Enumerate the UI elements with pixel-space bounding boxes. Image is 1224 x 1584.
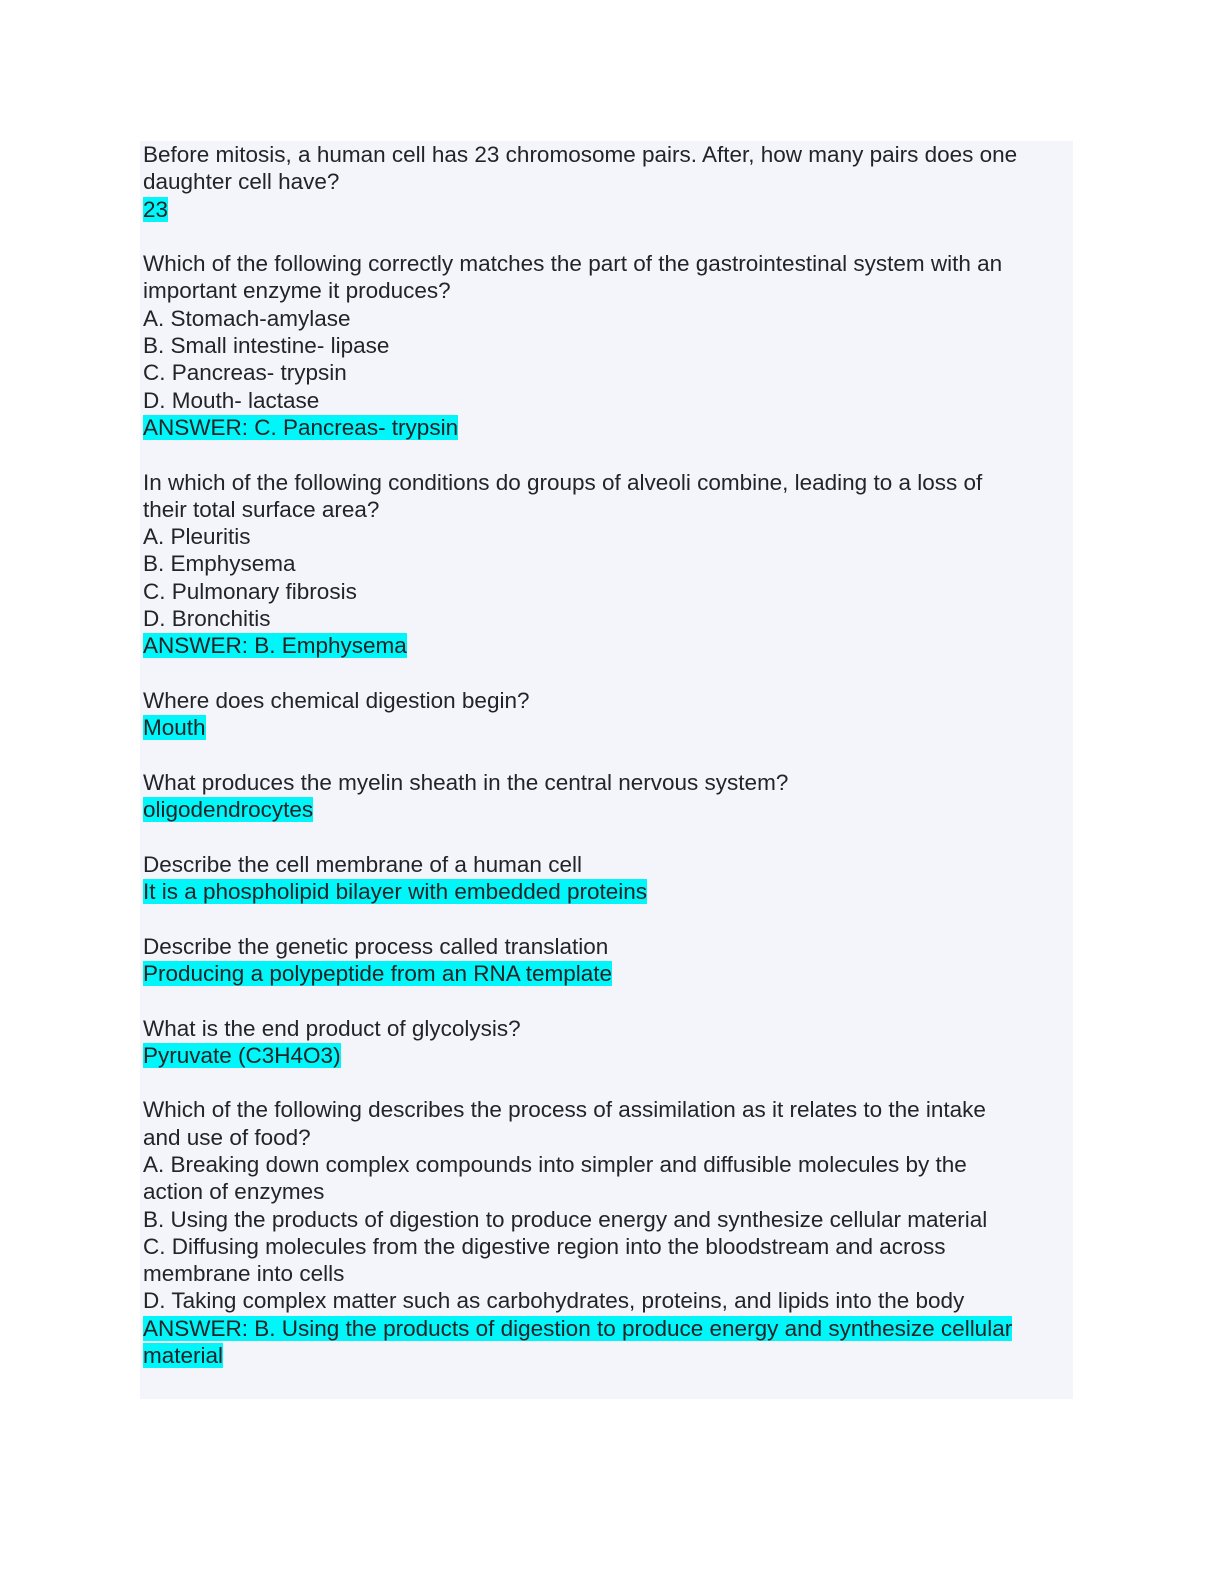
answer-highlight: ANSWER: C. Pancreas- trypsin	[143, 414, 459, 440]
question-line: What is the end product of glycolysis?	[143, 1015, 521, 1041]
option-line: C. Diffusing molecules from the digestive region into the bloodstream and across	[143, 1233, 946, 1259]
option-line: D. Taking complex matter such as carbohydrates, proteins, and lipids into the body	[143, 1288, 965, 1314]
item-spacer	[143, 660, 1070, 687]
question-line: Describe the cell membrane of a human cell	[143, 851, 582, 877]
option-line: D. Mouth- lactase	[143, 387, 320, 413]
question-line: Where does chemical digestion begin?	[143, 687, 530, 713]
item-spacer	[143, 742, 1070, 769]
question-line: and use of food?	[143, 1124, 311, 1150]
answer-line	[143, 1042, 1070, 1069]
qa-item	[143, 1015, 1070, 1097]
option-line: C. Pulmonary fibrosis	[143, 578, 357, 604]
answer-highlight: Producing a polypeptide from an RNA template	[143, 960, 613, 986]
question-line: Which of the following correctly matches the part of the gastrointestinal system with an	[143, 251, 1003, 277]
item-spacer	[143, 441, 1070, 468]
answer-line	[143, 196, 1070, 223]
qa-item	[143, 687, 1070, 769]
answer-line	[143, 1342, 1070, 1369]
question-line: What produces the myelin sheath in the central nervous system?	[143, 769, 789, 795]
option-line: C. Pancreas- trypsin	[143, 360, 347, 386]
qa-item	[143, 250, 1070, 468]
answer-line	[143, 714, 1070, 741]
qa-item	[143, 851, 1070, 933]
option-line: A. Pleuritis	[143, 524, 251, 550]
question-line: Before mitosis, a human cell has 23 chromosome pairs. After, how many pairs does one	[143, 142, 1018, 167]
qa-item	[143, 769, 1070, 851]
answer-line	[143, 1315, 1070, 1342]
qa-item	[143, 141, 1070, 250]
question-line: In which of the following conditions do groups of alveoli combine, leading to a loss of	[143, 469, 983, 495]
answer-highlight: Mouth	[143, 715, 206, 741]
answer-highlight: ANSWER: B. Using the products of digestion to produce energy and synthesize cellular	[143, 1315, 1013, 1341]
option-line: B. Emphysema	[143, 551, 296, 577]
answer-highlight: Pyruvate (C3H4O3)	[143, 1042, 341, 1068]
item-spacer	[143, 1069, 1070, 1096]
answer-highlight: It is a phospholipid bilayer with embedded proteins	[143, 879, 648, 905]
option-line: A. Breaking down complex compounds into simpler and diffusible molecules by the	[143, 1151, 967, 1177]
item-spacer	[143, 905, 1070, 932]
qa-item	[143, 933, 1070, 1015]
question-line: their total surface area?	[143, 496, 380, 522]
item-spacer	[143, 223, 1070, 250]
qa-item	[143, 469, 1070, 687]
option-line: A. Stomach-amylase	[143, 305, 351, 331]
answer-highlight: oligodendrocytes	[143, 797, 314, 823]
option-line: B. Using the products of digestion to produce energy and synthesize cellular material	[143, 1206, 988, 1232]
item-spacer	[143, 823, 1070, 850]
option-line: D. Bronchitis	[143, 606, 271, 632]
option-line: membrane into cells	[143, 1261, 345, 1287]
question-line: Describe the genetic process called translation	[143, 933, 609, 959]
question-line: Which of the following describes the process of assimilation as it relates to the intake	[143, 1097, 986, 1123]
question-line: important enzyme it produces?	[143, 278, 451, 304]
answer-line	[143, 632, 1070, 659]
answer-line	[143, 878, 1070, 905]
answer-highlight: 23	[143, 196, 169, 222]
quiz-document	[140, 141, 1073, 1399]
answer-line	[143, 414, 1070, 441]
option-line: B. Small intestine- lipase	[143, 333, 390, 359]
answer-highlight: material	[143, 1343, 224, 1369]
qa-item	[143, 1096, 1070, 1369]
question-line: daughter cell have?	[143, 169, 340, 195]
option-line: action of enzymes	[143, 1179, 325, 1205]
answer-highlight: ANSWER: B. Emphysema	[143, 633, 407, 659]
answer-line	[143, 796, 1070, 823]
item-spacer	[143, 987, 1070, 1014]
answer-line	[143, 960, 1070, 987]
